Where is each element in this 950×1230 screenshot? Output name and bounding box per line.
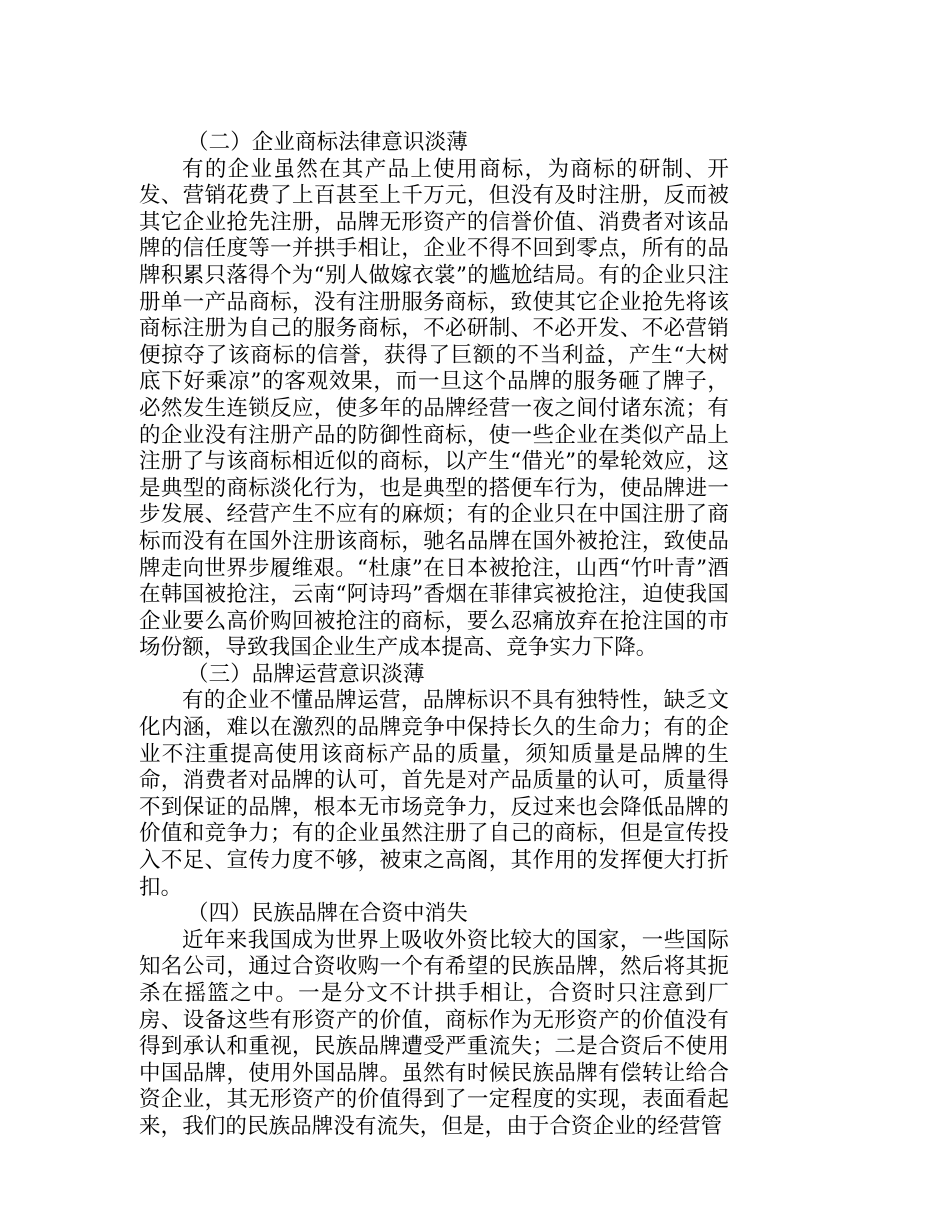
section-heading-2: （二）企业商标法律意识淡薄 <box>187 130 468 155</box>
section-heading-3: （三）品牌运营意识淡薄 <box>187 661 425 687</box>
document-body <box>139 130 729 1141</box>
section-heading-4: （四）民族品牌在合资中消失 <box>187 901 468 927</box>
section-paragraph-3: 有的企业不懂品牌运营，品牌标识不具有独特性，缺乏文化内涵，难以在激烈的品牌竞争中保持长久的生命力；有的企业不注重提高使用该商标产品的质量，须知质量是品牌的生命，消费者对品牌的认可，首先是对产品质量的认可，质量得不到保证的品牌，根本无市场竞争力，反过来也会降低品牌的价值和竞争力；有的企业虽然注册了自己的商标，但是宣传投入不足、宣传力度不够，被束之高阁，其作用的发挥便大打折扣。 <box>139 688 729 900</box>
section-paragraph-2: 有的企业虽然在其产品上使用商标，为商标的研制、开发、营销花费了上百甚至上千万元，但没有及时注册，反而被其它企业抢先注册，品牌无形资产的信誉价值、消费者对该品牌的信任度等一并拱手相让，企业不得不回到零点，所有的品牌积累只落得个为“别人做嫁衣裳”的尴尬结局。有的企业只注册单一产品商标，没有注册服务商标，致使其它企业抢先将该商标注册为自己的服务商标，不必研制、不必开发、不必营销便掠夺了该商标的信誉，获得了巨额的不当利益，产生“大树底下好乘凉”的客观效果，而一旦这个品牌的服务砸了牌子，必然发生连锁反应，使多年的品牌经营一夜之间付诸东流；有的企业没有注册产品的防御性商标，使一些企业在类似产品上注册了与该商标相近似的商标，以产生“借光”的晕轮效应，这是典型的商标淡化行为，也是典型的搭便车行为，使品牌进一步发展、经营产生不应有的麻烦；有的企业只在中国注册了商标而没有在国外注册该商标，驰名品牌在国外被抢注，致使品牌走向世界步履维艰。“杜康”在日本被抢注，山西“竹叶青”酒在韩国被抢注，云南“阿诗玛”香烟在菲律宾被抢注，迫使我国企业要么高价购回被抢注的商标，要么忍痛放弃在抢注国的市场份额，导致我国企业生产成本提高、竞争实力下降。 <box>139 156 729 661</box>
section-paragraph-4: 近年来我国成为世界上吸收外资比较大的国家，一些国际知名公司，通过合资收购一个有希望的民族品牌，然后将其扼杀在摇篮之中。一是分文不计拱手相让，合资时只注意到厂房、设备这些有形资产的价值，商标作为无形资产的价值没有得到承认和重视，民族品牌遭受严重流失；二是合资后不使用中国品牌，使用外国品牌。虽然有时候民族品牌有偿转让给合资企业，其无形资产的价值得到了一定程度的实现，表面看起来，我们的民族品牌没有流失，但是，由于合资企业的经营管 <box>139 927 729 1139</box>
